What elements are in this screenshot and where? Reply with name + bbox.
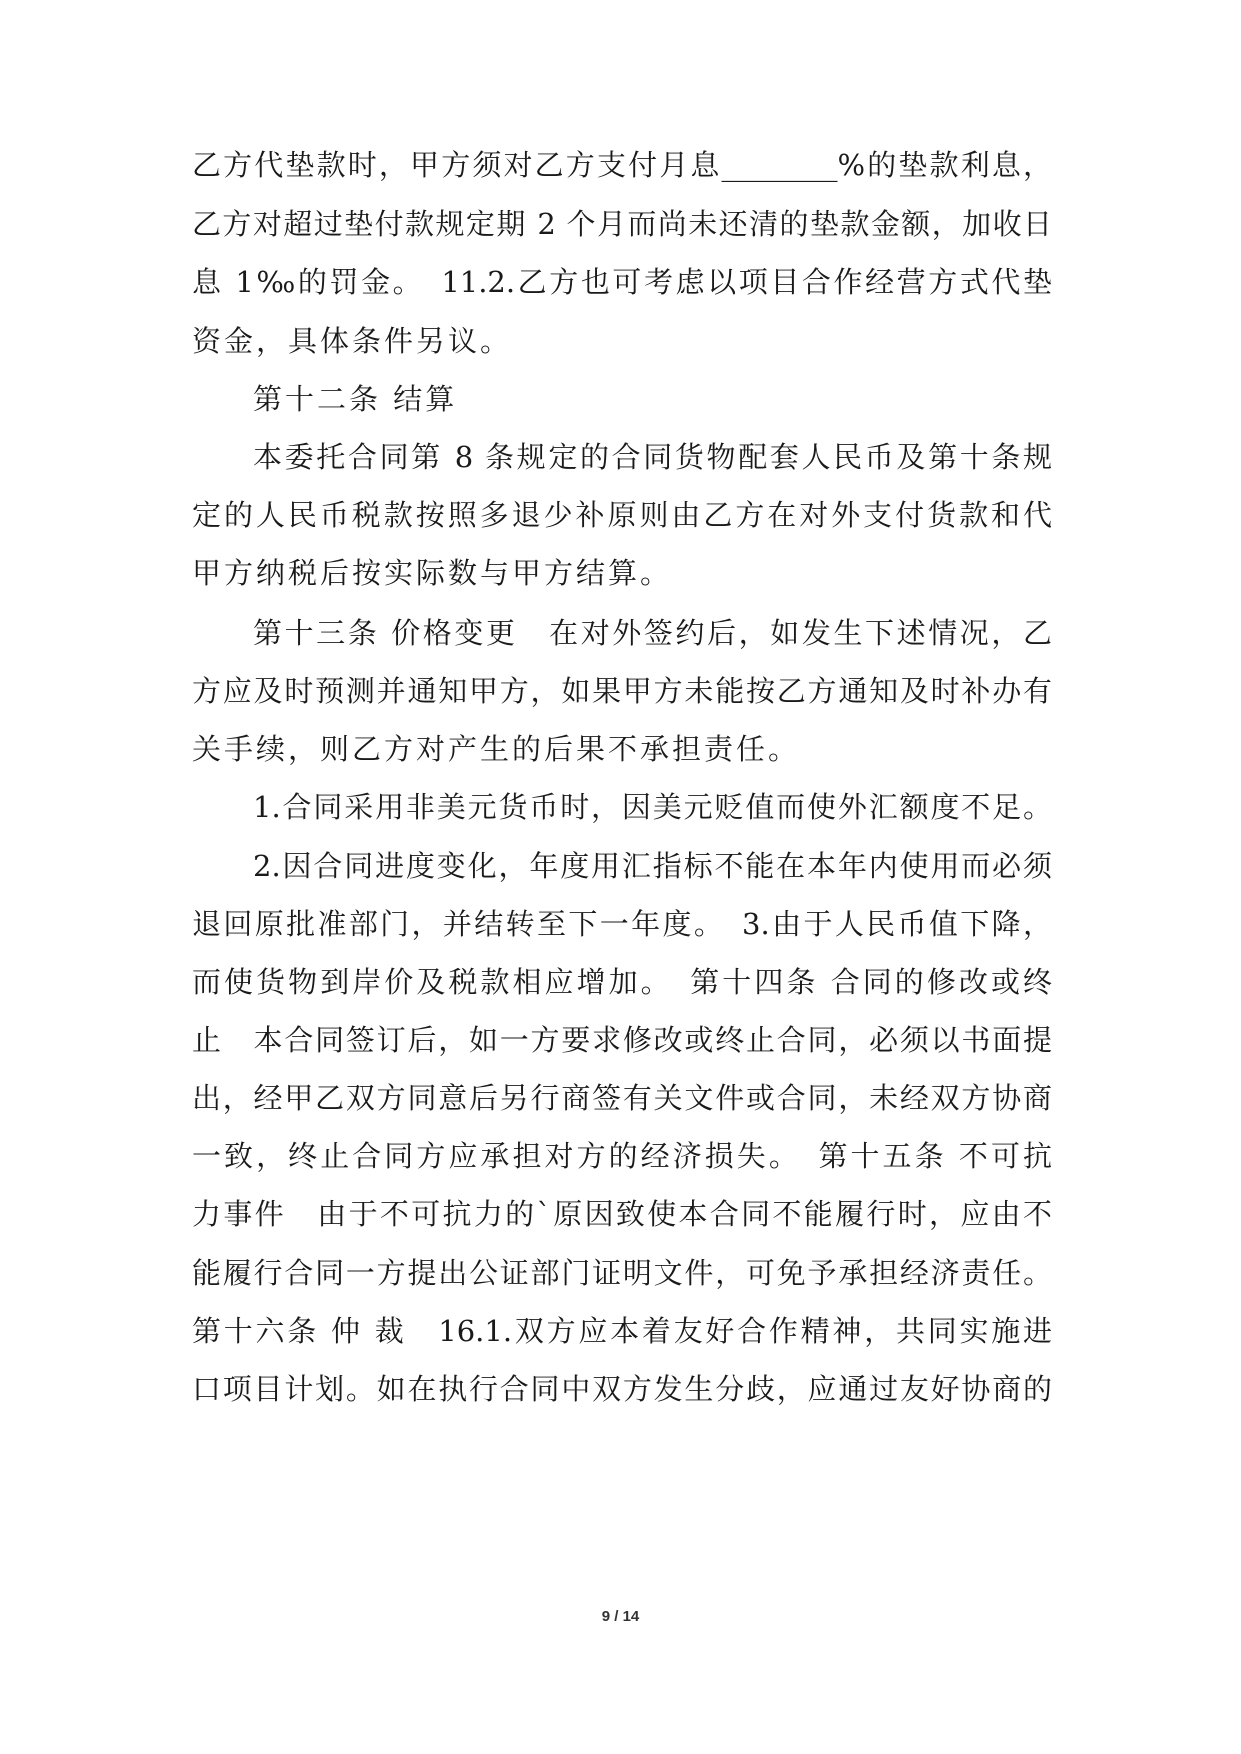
body-line-16: 止 本合同签订后，如一方要求修改或终止合同，必须以书面提: [192, 1023, 1052, 1057]
body-line-12: 1.合同采用非美元货币时，因美元贬值而使外汇额度不足。: [253, 790, 1052, 824]
body-line-3: 息 1‰的罚金。 11.2.乙方也可考虑以项目合作经营方式代垫: [192, 265, 1052, 299]
body-line-18: 一致，终止合同方应承担对方的经济损失。 第十五条 不可抗: [192, 1139, 1052, 1173]
body-line-8: 甲方纳税后按实际数与甲方结算。: [192, 556, 673, 590]
body-line-14: 退回原批准部门，并结转至下一年度。 3.由于人民币值下降，: [192, 907, 1052, 941]
body-line-15: 而使货物到岸价及税款相应增加。 第十四条 合同的修改或终: [192, 965, 1052, 999]
body-line-13: 2.因合同进度变化，年度用汇指标不能在本年内使用而必须: [253, 849, 1052, 883]
body-line-19: 力事件 由于不可抗力的`原因致使本合同不能履行时，应由不: [192, 1197, 1052, 1231]
body-line-6: 本委托合同第 8 条规定的合同货物配套人民币及第十条规: [253, 440, 1052, 474]
body-line-7: 定的人民币税款按照多退少补原则由乙方在对外支付货款和代: [192, 498, 1052, 532]
body-line-4: 资金，具体条件另议。: [192, 324, 513, 358]
body-line-1: 乙方代垫款时，甲方须对乙方支付月息________%的垫款利息，: [192, 148, 1052, 182]
body-line-11: 关手续，则乙方对产生的后果不承担责任。: [192, 732, 801, 766]
body-line-2: 乙方对超过垫付款规定期 2 个月而尚未还清的垫款金额，加收日: [192, 207, 1052, 241]
body-line-20: 能履行合同一方提出公证部门证明文件，可免予承担经济责任。: [192, 1256, 1052, 1290]
body-line-10: 方应及时预测并通知甲方，如果甲方未能按乙方通知及时补办有: [192, 674, 1052, 708]
page-number: 9 / 14: [601, 1608, 640, 1625]
body-line-9: 第十三条 价格变更 在对外签约后，如发生下述情况，乙: [253, 616, 1052, 650]
body-line-21: 第十六条 仲 裁 16.1.双方应本着友好合作精神，共同实施进: [192, 1314, 1052, 1348]
section-heading-12: 第十二条 结算: [253, 382, 458, 416]
body-line-17: 出，经甲乙双方同意后另行商签有关文件或合同，未经双方协商: [192, 1081, 1052, 1115]
body-line-22: 口项目计划。如在执行合同中双方发生分歧，应通过友好协商的: [192, 1372, 1052, 1406]
